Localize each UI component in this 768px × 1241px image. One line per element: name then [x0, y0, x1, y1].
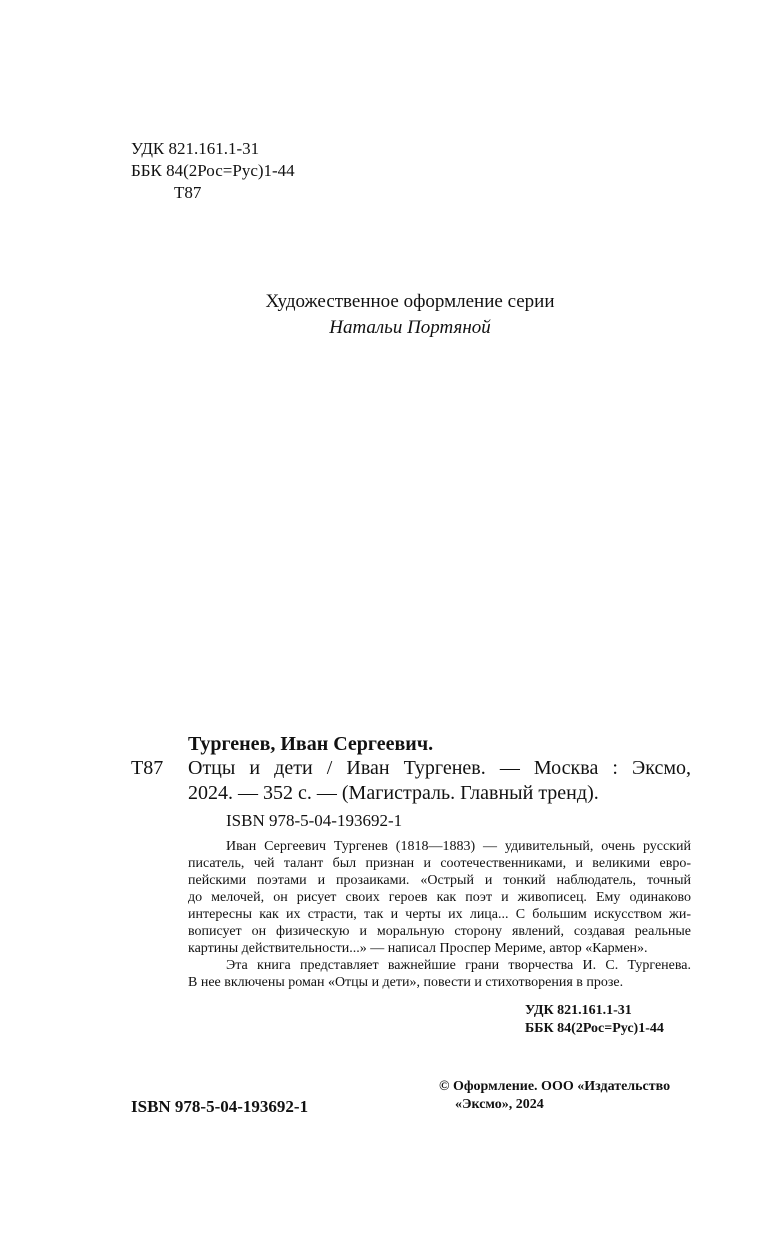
annotation-line: В нее включены роман «Отцы и дети», повести и стихотворения в прозе.	[188, 975, 624, 990]
isbn-entry: ISBN 978-5-04-193692-1	[226, 811, 403, 830]
annotation-line: интересны как их страсти, так и черты их лица... С большим искусством жи-	[188, 907, 691, 922]
annotation-line: до мелочей, он рисует своих героев как поэт и живописец. Ему одинаково	[188, 890, 691, 905]
isbn-footer: ISBN 978-5-04-193692-1	[131, 1097, 309, 1116]
author-mark-top: Т87	[174, 183, 202, 202]
udk-code-bottom: УДК 821.161.1-31	[525, 1003, 632, 1018]
bibliographic-publication-line: 2024. — 352 с. — (Магистраль. Главный тренд).	[188, 782, 599, 804]
copyright-line: «Эксмо», 2024	[455, 1097, 544, 1112]
annotation-line: пейскими поэтами и прозаиками. «Острый и тонкий наблюдатель, точный	[188, 873, 691, 888]
annotation-line: Эта книга представляет важнейшие грани творчества И. С. Тургенева.	[226, 958, 691, 973]
copyright-line: © Оформление. ООО «Издательство	[439, 1079, 671, 1094]
bbk-code-top: ББК 84(2Рос=Рус)1-44	[131, 161, 295, 180]
udk-code-top: УДК 821.161.1-31	[131, 139, 260, 158]
annotation-line: картины действительности...» — написал Проспер Мериме, автор «Кармен».	[188, 941, 648, 956]
bibliographic-author: Тургенев, Иван Сергеевич.	[188, 733, 434, 755]
author-mark-entry: Т87	[131, 757, 164, 779]
bbk-code-bottom: ББК 84(2Рос=Рус)1-44	[525, 1021, 664, 1036]
designer-name: Натальи Портяной	[329, 317, 491, 338]
annotation-line: писатель, чей талант был признан и соотечественниками, и великими евро-	[188, 856, 691, 871]
annotation-line: вописует он физическую и моральную сторону явлений, создавая реальные	[188, 924, 691, 939]
annotation-line: Иван Сергеевич Тургенев (1818—1883) — удивительный, очень русский	[226, 839, 691, 854]
series-design-credit: Художественное оформление серии	[265, 291, 555, 312]
bibliographic-title-line: Отцы и дети / Иван Тургенев. — Москва : Эксмо,	[188, 757, 691, 779]
